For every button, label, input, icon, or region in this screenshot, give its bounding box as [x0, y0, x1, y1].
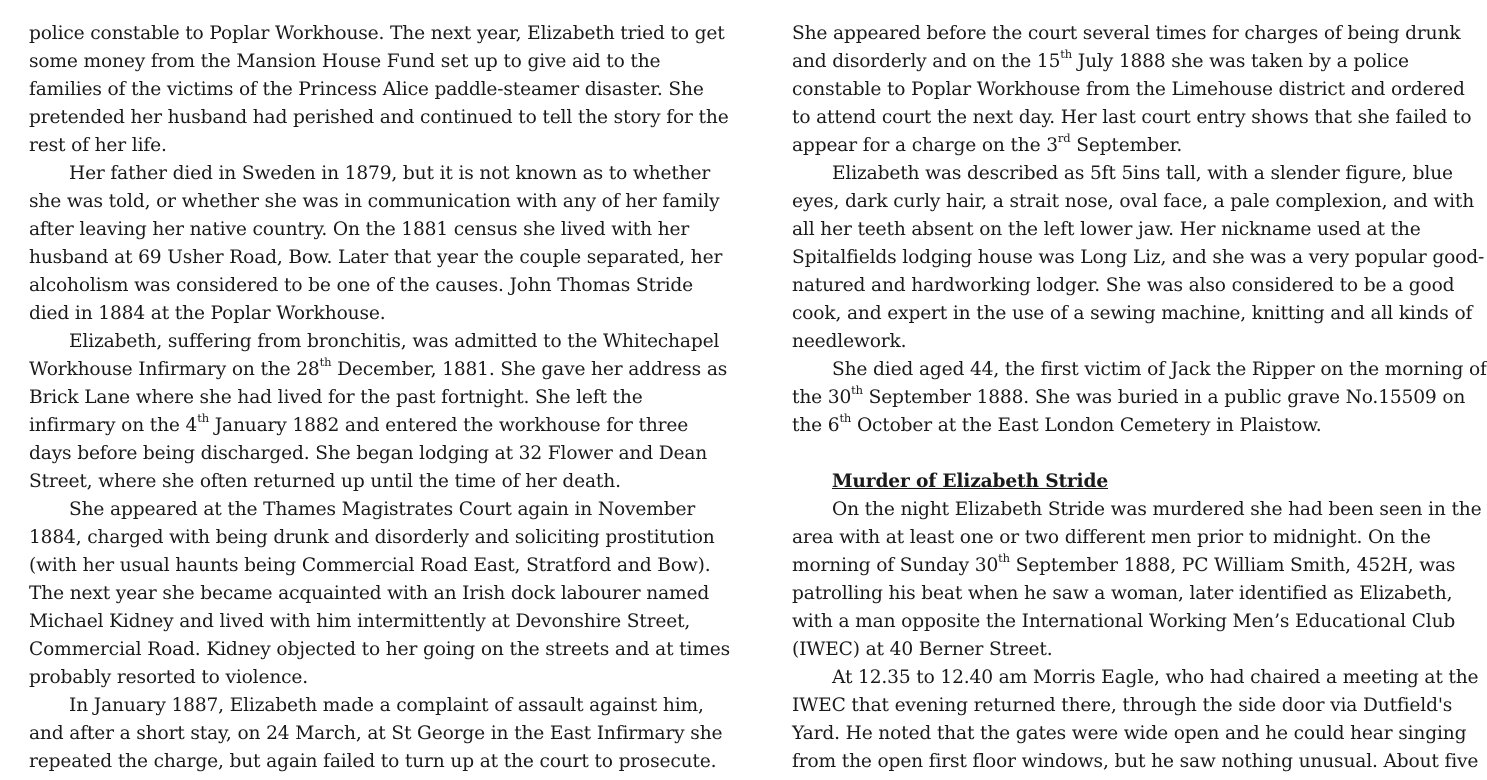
superscript-ordinal: th — [851, 382, 863, 397]
text-line: days before being discharged. She began lodging at 32 Flower and Dean — [29, 443, 708, 464]
text-line: Michael Kidney and lived with him intermittently at Devonshire Street, — [29, 611, 691, 632]
text-line: (IWEC) at 40 Berner Street. — [792, 639, 1053, 660]
text-line: she was told, or whether she was in communication with any of her family — [29, 191, 720, 212]
text-line: after leaving her native country. On the 1881 census she lived with her — [29, 219, 690, 240]
text-line: to attend court the next day. Her last court entry shows that she failed to — [792, 107, 1472, 128]
text-line: (with her usual haunts being Commercial Road East, Stratford and Bow). — [29, 555, 711, 576]
section-heading-text: Murder of Elizabeth Stride — [832, 471, 1108, 492]
text-segment: infirmary on the 4 — [29, 415, 198, 436]
text-line: Her father died in Sweden in 1879, but it is not known as to whether — [69, 163, 711, 184]
superscript-ordinal: th — [839, 410, 852, 425]
text-line: At 12.35 to 12.40 am Morris Eagle, who had chaired a meeting at the — [832, 667, 1479, 688]
text-line — [29, 354, 728, 384]
text-segment: the 30 — [792, 387, 852, 408]
text-line — [29, 412, 699, 440]
text-line: with a man opposite the International Working Men’s Educational Club — [792, 611, 1456, 632]
text-line: and after a short stay, on 24 March, at St George in the East Infirmary she — [29, 723, 723, 744]
text-segment: the 6 — [792, 415, 840, 436]
text-segment: September 1888, PC William Smith, 452H, was — [1009, 555, 1456, 576]
text-line: Elizabeth was described as 5ft 5ins tall, with a slender figure, blue — [832, 163, 1453, 184]
text-line: patrolling his beat when he saw a woman, later identified as Elizabeth, — [792, 583, 1453, 604]
text-line: families of the victims of the Princess Alice paddle-steamer disaster. She — [29, 79, 704, 100]
text-line: repeated the charge, but again failed to turn up at the court to prosecute. — [29, 751, 717, 772]
superscript-ordinal: th — [998, 550, 1010, 565]
superscript-ordinal: rd — [1057, 130, 1071, 145]
blank-line — [792, 440, 1467, 468]
text-line — [792, 48, 1467, 76]
text-line: husband at 69 Usher Road, Bow. Later that year the couple separated, her — [29, 247, 723, 268]
text-line: needlework. — [792, 331, 907, 352]
text-line: police constable to Poplar Workhouse. The next year, Elizabeth tried to get — [29, 23, 725, 44]
text-line: rest of her life. — [29, 135, 167, 156]
text-line: Commercial Road. Kidney objected to her going on the streets and at times — [29, 639, 731, 660]
text-line: Yard. He noted that the gates were wide open and he could hear singing — [792, 723, 1467, 744]
superscript-ordinal: th — [197, 410, 209, 425]
text-line: some money from the Mansion House Fund set up to give aid to the — [29, 51, 661, 72]
text-line — [792, 412, 1467, 440]
text-segment: July 1888 she was taken by a police — [1072, 51, 1409, 72]
text-line: natured and hardworking lodger. She was also considered to be a good — [792, 275, 1455, 296]
text-line: pretended her husband had perished and continued to tell the story for the — [29, 107, 729, 128]
text-line: In January 1887, Elizabeth made a complaint of assault against him, — [69, 695, 704, 716]
text-segment: and disorderly and on the 15 — [792, 51, 1061, 72]
text-line: She appeared at the Thames Magistrates Court again in November — [69, 499, 696, 520]
text-line: 1884, charged with being drunk and disorderly and soliciting prostitution — [29, 527, 715, 548]
text-line — [792, 552, 1467, 580]
text-segment: September. — [1070, 135, 1183, 156]
text-line: all her teeth absent on the left lower jaw. Her nickname used at the — [792, 219, 1421, 240]
text-line — [792, 384, 1467, 412]
left-text-column — [29, 20, 731, 776]
text-line: probably resorted to violence. — [29, 667, 309, 688]
text-line: On the night Elizabeth Stride was murdered she had been seen in the — [832, 499, 1482, 520]
text-line: died in 1884 at the Poplar Workhouse. — [29, 303, 386, 324]
text-line: Street, where she often returned up until the time of her death. — [29, 471, 621, 492]
text-segment: January 1882 and entered the workhouse for three — [208, 415, 689, 436]
text-line: She died aged 44, the first victim of Jack the Ripper on the morning of — [832, 359, 1487, 380]
text-line: alcoholism was considered to be one of the causes. John Thomas Stride — [29, 275, 693, 296]
text-line: eyes, dark curly hair, a strait nose, oval face, a pale complexion, and with — [792, 191, 1475, 212]
text-line — [792, 132, 1467, 160]
text-segment: December, 1881. She gave her address as — [331, 359, 728, 380]
text-line: from the open first floor windows, but he saw nothing unusual. About five — [792, 751, 1479, 772]
text-line: Brick Lane where she had lived for the past fortnight. She left the — [29, 387, 643, 408]
text-line: Elizabeth, suffering from bronchitis, was admitted to the Whitechapel — [69, 331, 720, 352]
text-line: constable to Poplar Workhouse from the Limehouse district and ordered — [792, 79, 1465, 100]
text-line: IWEC that evening returned there, through the side door via Dutfield's — [792, 695, 1453, 716]
text-segment: appear for a charge on the 3 — [792, 135, 1058, 156]
text-line: She appeared before the court several times for charges of being drunk — [792, 23, 1461, 44]
text-line: area with at least one or two different men prior to midnight. On the — [792, 527, 1431, 548]
text-line: Spitalfields lodging house was Long Liz, and she was a very popular good- — [792, 247, 1485, 268]
text-line: The next year she became acquainted with an Irish dock labourer named — [29, 583, 710, 604]
text-segment: October at the East London Cemetery in Plaistow. — [851, 415, 1322, 436]
superscript-ordinal: th — [319, 354, 332, 369]
text-line: cook, and expert in the use of a sewing machine, knitting and all kinds of — [792, 303, 1473, 324]
text-segment: morning of Sunday 30 — [792, 555, 999, 576]
section-heading — [792, 468, 1467, 496]
right-text-column — [792, 20, 1487, 776]
text-segment: Workhouse Infirmary on the 28 — [29, 359, 320, 380]
text-segment: September 1888. She was buried in a public grave No.15509 on — [862, 387, 1466, 408]
superscript-ordinal: th — [1060, 46, 1073, 61]
